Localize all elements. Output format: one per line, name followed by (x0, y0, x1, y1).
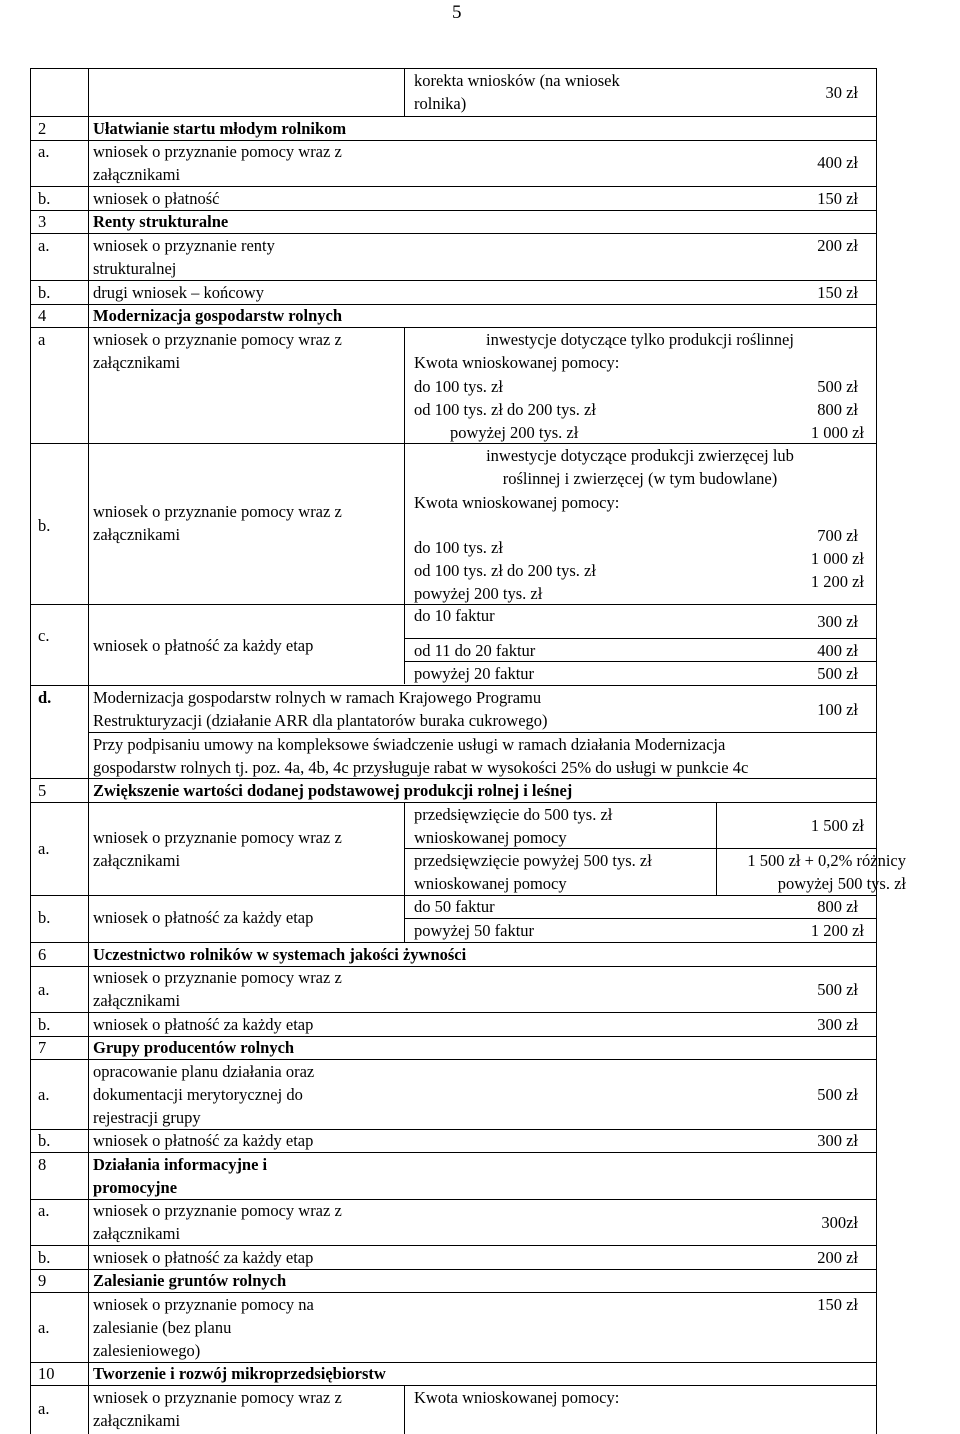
section-title: Działania informacyjne i (93, 1155, 268, 1174)
item-text: wniosek o płatność za każdy etap (93, 1248, 314, 1267)
item-letter: b. (38, 1131, 51, 1150)
item-text: załącznikami (93, 851, 181, 870)
cell-text: korekta wniosków (na wniosek (414, 71, 620, 90)
range-text: do 100 tys. zł (414, 538, 503, 557)
item-text: załącznikami (93, 353, 181, 372)
price: 300 zł (817, 1131, 858, 1150)
price: 200 zł (817, 236, 858, 255)
item-letter: b. (38, 283, 51, 302)
item-letter: a. (38, 839, 50, 858)
cell-text: Kwota wnioskowanej pomocy: (414, 493, 620, 512)
item-text: załącznikami (93, 165, 181, 184)
range-text: przedsięwzięcie powyżej 500 tys. zł (414, 851, 652, 870)
section-number: 6 (38, 945, 47, 964)
section-number: 3 (38, 212, 47, 231)
table-border-right (876, 68, 877, 1434)
price: 800 zł (817, 400, 858, 419)
item-text: wniosek o płatność za każdy etap (93, 908, 314, 927)
section-title: Renty strukturalne (93, 212, 229, 231)
price: 30 zł (825, 83, 858, 102)
price: 150 zł (817, 283, 858, 302)
item-text: załącznikami (93, 1224, 181, 1243)
section-title: Tworzenie i rozwój mikroprzedsiębiorstw (93, 1364, 386, 1383)
price: 300zł (821, 1213, 858, 1232)
section-number: 5 (38, 781, 47, 800)
range-text: do 50 faktur (414, 897, 495, 916)
item-text: wniosek o płatność za każdy etap (93, 1015, 314, 1034)
item-text: wniosek o płatność (93, 189, 220, 208)
section-title: promocyjne (93, 1178, 178, 1197)
range-text: do 10 faktur (414, 606, 495, 625)
item-text: wniosek o przyznanie pomocy na (93, 1295, 314, 1314)
cell-heading: inwestycje dotyczące produkcji zwierzęcej lub (486, 446, 794, 465)
item-text: załącznikami (93, 1411, 181, 1430)
range-text: od 100 tys. zł do 200 tys. zł (414, 561, 596, 580)
price: powyżej 500 tys. zł (777, 874, 906, 893)
item-letter: b. (38, 908, 51, 927)
item-letter: c. (38, 626, 50, 645)
price: 300 zł (817, 1015, 858, 1034)
section-number: 7 (38, 1038, 47, 1057)
item-text: wniosek o przyznanie pomocy wraz z (93, 1201, 342, 1220)
price: 500 zł (817, 377, 858, 396)
item-letter: a. (38, 1318, 50, 1337)
item-text: załącznikami (93, 525, 181, 544)
price: 100 zł (817, 700, 858, 719)
section-title: Zwiększenie wartości dodanej podstawowej produkcji rolnej i leśnej (93, 781, 573, 800)
item-text: wniosek o przyznanie pomocy wraz z (93, 828, 342, 847)
cell-text: rolnika) (414, 94, 467, 113)
item-letter: b. (38, 189, 51, 208)
range-text: wnioskowanej pomocy (414, 828, 567, 847)
range-text: powyżej 20 faktur (414, 664, 535, 683)
note-text: gospodarstw rolnych tj. poz. 4a, 4b, 4c przysługuje rabat w wysokości 25% do usługi w punkcie 4c (93, 758, 749, 777)
range-text: powyżej 200 tys. zł (450, 423, 579, 442)
item-text: zalesianie (bez planu (93, 1318, 232, 1337)
range-text: powyżej 50 faktur (414, 921, 535, 940)
item-text: wniosek o przyznanie pomocy wraz z (93, 968, 342, 987)
item-text: zalesieniowego) (93, 1341, 201, 1360)
item-text: wniosek o przyznanie pomocy wraz z (93, 502, 342, 521)
section-title: Uczestnictwo rolników w systemach jakości żywności (93, 945, 467, 964)
item-text: Modernizacja gospodarstw rolnych w ramach Krajowego Programu (93, 688, 542, 707)
price: 500 zł (817, 980, 858, 999)
note-text: Przy podpisaniu umowy na kompleksowe świadczenie usługi w ramach działania Modernizacja (93, 735, 726, 754)
price: 300 zł (817, 612, 858, 631)
price: 150 zł (817, 189, 858, 208)
price: 1 000 zł (810, 423, 864, 442)
item-text: wniosek o płatność za każdy etap (93, 1131, 314, 1150)
item-text: wniosek o przyznanie pomocy wraz z (93, 330, 342, 349)
item-text: Restrukturyzacji (działanie ARR dla plantatorów buraka cukrowego) (93, 711, 548, 730)
item-text: dokumentacji merytorycznej do (93, 1085, 303, 1104)
cell-heading: inwestycje dotyczące tylko produkcji roślinnej (486, 330, 794, 349)
section-number: 10 (38, 1364, 55, 1383)
range-text: od 11 do 20 faktur (414, 641, 536, 660)
item-letter: a. (38, 1085, 50, 1104)
cell-heading: roślinnej i zwierzęcej (w tym budowlane) (502, 469, 778, 488)
column-divider-s10 (404, 1385, 405, 1434)
price: 1 500 zł + 0,2% różnicy (747, 851, 906, 870)
column-divider-top (404, 68, 405, 116)
item-letter: b. (38, 1248, 51, 1267)
item-letter: a. (38, 1399, 50, 1418)
range-text: wnioskowanej pomocy (414, 874, 567, 893)
price: 1 200 zł (810, 921, 864, 940)
price: 700 zł (817, 526, 858, 545)
range-text: powyżej 200 tys. zł (414, 584, 543, 603)
section-number: 8 (38, 1155, 47, 1174)
column-divider-s5-price (716, 802, 717, 896)
price: 200 zł (817, 1248, 858, 1267)
column-divider-number (88, 68, 89, 1434)
price: 500 zł (817, 664, 858, 683)
section-title: Grupy producentów rolnych (93, 1038, 295, 1057)
section-title: Ułatwianie startu młodym rolnikom (93, 119, 347, 138)
item-letter: d. (38, 688, 52, 707)
page-number: 5 (452, 2, 462, 23)
range-text: do 100 tys. zł (414, 377, 503, 396)
column-divider-s4 (404, 328, 405, 684)
table-border-left (30, 68, 31, 1434)
price: 150 zł (817, 1295, 858, 1314)
item-text: wniosek o przyznanie pomocy wraz z (93, 1388, 342, 1407)
item-text: opracowanie planu działania oraz (93, 1062, 315, 1081)
price: 400 zł (817, 641, 858, 660)
item-text: drugi wniosek – końcowy (93, 283, 264, 302)
price: 400 zł (817, 153, 858, 172)
range-text: od 100 tys. zł do 200 tys. zł (414, 400, 596, 419)
section-title: Zalesianie gruntów rolnych (93, 1271, 287, 1290)
item-text: wniosek o przyznanie pomocy wraz z (93, 142, 342, 161)
price: 1 500 zł (810, 816, 864, 835)
item-text: wniosek o przyznanie renty (93, 236, 275, 255)
item-text: wniosek o płatność za każdy etap (93, 636, 314, 655)
cell-text: Kwota wnioskowanej pomocy: (414, 1388, 620, 1407)
price: 1 200 zł (810, 572, 864, 591)
section-number: 4 (38, 306, 47, 325)
item-letter: b. (38, 516, 51, 535)
price: 800 zł (817, 897, 858, 916)
price: 500 zł (817, 1085, 858, 1104)
item-letter: a. (38, 142, 50, 161)
item-letter: b. (38, 1015, 51, 1034)
item-letter: a. (38, 236, 50, 255)
range-text: przedsięwzięcie do 500 tys. zł (414, 805, 613, 824)
section-title: Modernizacja gospodarstw rolnych (93, 306, 343, 325)
section-number: 9 (38, 1271, 47, 1290)
item-letter: a. (38, 1201, 50, 1220)
column-divider-s5 (404, 802, 405, 942)
price: 1 000 zł (810, 549, 864, 568)
section-number: 2 (38, 119, 47, 138)
item-letter: a. (38, 980, 50, 999)
item-text: załącznikami (93, 991, 181, 1010)
cell-text: Kwota wnioskowanej pomocy: (414, 353, 620, 372)
item-text: rejestracji grupy (93, 1108, 201, 1127)
item-letter: a (38, 330, 46, 349)
item-text: strukturalnej (93, 259, 177, 278)
